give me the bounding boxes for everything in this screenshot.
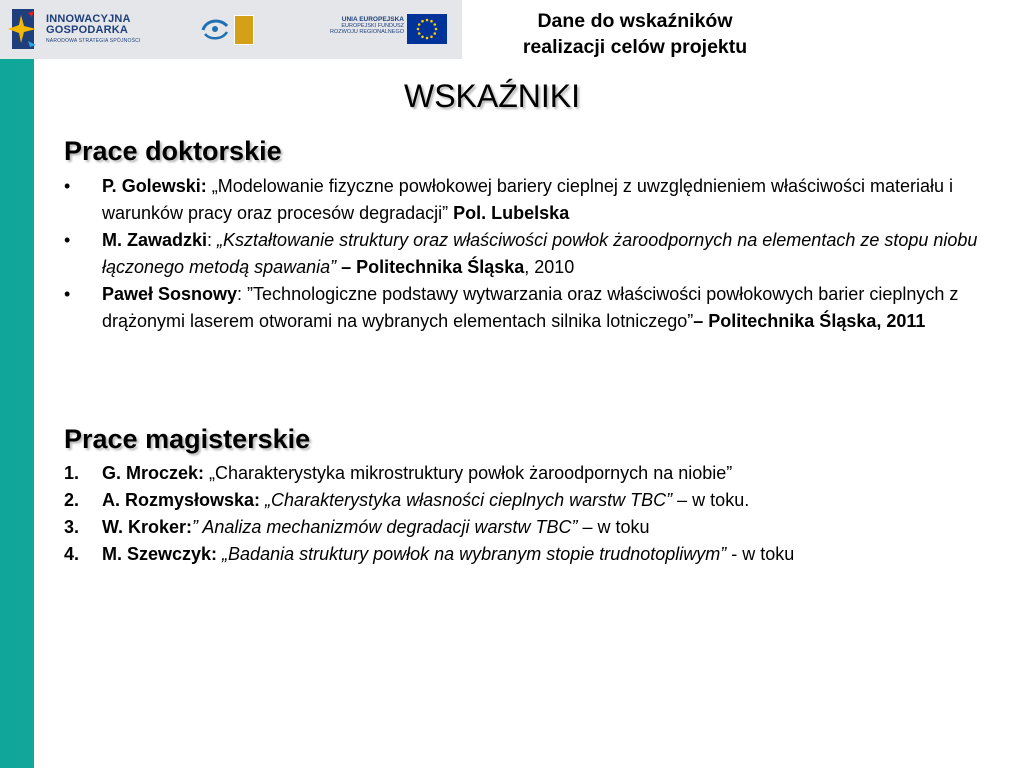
doctoral-list <box>64 173 999 335</box>
eu-star-icon <box>433 32 436 35</box>
author-name: M. Zawadzki <box>102 230 208 250</box>
eu-star-icon <box>421 20 424 23</box>
section-heading-masters: Prace magisterskie <box>64 424 311 454</box>
author-name: Paweł Sosnowy <box>102 284 238 304</box>
bullet-marker: • <box>64 284 71 304</box>
institution: Pol. Lubelska <box>453 203 570 223</box>
bullet-marker: • <box>64 230 71 250</box>
separator: : <box>207 230 218 250</box>
status-text: - w toku <box>726 544 795 564</box>
innowacyjna-gospodarka-logo <box>6 7 42 51</box>
eu-star-icon <box>418 32 421 35</box>
list-item <box>64 487 999 514</box>
logo-text-line: INNOWACYJNA <box>46 13 131 25</box>
page-title: WSKAŹNIKI <box>403 78 580 114</box>
eu-star-icon <box>430 20 433 23</box>
institution: – Politechnika Śląska <box>341 257 525 277</box>
eu-star-icon <box>418 23 421 26</box>
author-name: W. Kroker: <box>102 517 193 537</box>
list-number: 4. <box>64 544 80 564</box>
author-name: G. Mroczek: <box>102 463 205 483</box>
list-number: 1. <box>64 463 80 483</box>
certificate-logo <box>234 15 254 45</box>
list-item <box>64 281 999 335</box>
thesis-title: : ”Technologiczne podstawy wytwarzania oraz właściwości powłokowych barier cieplnych z drążonymi laserem otworami na wybranych elementach silnika lotniczego” <box>102 284 959 331</box>
eu-text-line: ROZWOJU REGIONALNEGO <box>330 28 404 35</box>
eu-fund-wordmark <box>326 17 404 35</box>
innowacyjna-gospodarka-wordmark <box>46 14 141 44</box>
eu-text-line: EUROPEJSKI FUNDUSZ <box>341 22 404 29</box>
list-item <box>64 541 999 568</box>
logo-banner <box>0 0 462 59</box>
thesis-title: „Kształtowanie struktury oraz właściwości powłok żaroodpornych na elementach ze stopu niobu łączonego metodą spawania” <box>102 230 978 277</box>
eu-star-icon <box>426 37 429 40</box>
eu-star-icon <box>421 35 424 38</box>
left-accent-bar <box>0 0 34 768</box>
author-name: P. Golewski: <box>102 176 207 196</box>
institution-swirl-logo <box>200 14 230 44</box>
eu-star-icon <box>426 19 429 22</box>
section-heading-doctoral: Prace doktorskie <box>64 136 282 166</box>
thesis-title: „Badania struktury powłok na wybranym stopie trudnotopliwym” <box>217 544 727 564</box>
author-name: M. Szewczyk: <box>102 544 218 564</box>
list-item <box>64 227 999 281</box>
eu-star-icon <box>417 28 420 31</box>
bullet-marker: • <box>64 176 71 196</box>
list-item <box>64 173 999 227</box>
masters-list <box>64 460 999 568</box>
thesis-title: „Modelowanie fizyczne powłokowej bariery cieplnej z uwzględnieniem właściwości materiału i warunków pracy oraz procesów degradacji” <box>102 176 954 223</box>
author-name: A. Rozmysłowska: <box>102 490 261 510</box>
thesis-title: „Charakterystyka mikrostruktury powłok żaroodpornych na niobie” <box>204 463 733 483</box>
slide-header-title: Dane do wskaźników realizacji celów projektu <box>522 10 748 58</box>
institution: – Politechnika Śląska, 2011 <box>693 311 926 331</box>
thesis-title: ” Analiza mechanizmów degradacji warstw TBC” <box>192 517 578 537</box>
thesis-title: „Charakterystyka własności cieplnych warstw TBC” <box>260 490 673 510</box>
year: , 2010 <box>524 257 575 277</box>
list-number: 3. <box>64 517 80 537</box>
eu-star-icon <box>433 23 436 26</box>
eu-star-icon <box>435 28 438 31</box>
list-number: 2. <box>64 490 80 510</box>
status-text: – w toku. <box>672 490 750 510</box>
logo-text-line: NARODOWA STRATEGIA SPÓJNOŚCI <box>46 38 141 44</box>
logo-text-line: GOSPODARKA <box>46 24 129 36</box>
eu-text-line: UNIA EUROPEJSKA <box>341 16 404 23</box>
status-text: – w toku <box>577 517 650 537</box>
list-item <box>64 514 999 541</box>
eu-star-icon <box>430 35 433 38</box>
list-item <box>64 460 999 487</box>
eu-flag-icon <box>407 14 447 44</box>
